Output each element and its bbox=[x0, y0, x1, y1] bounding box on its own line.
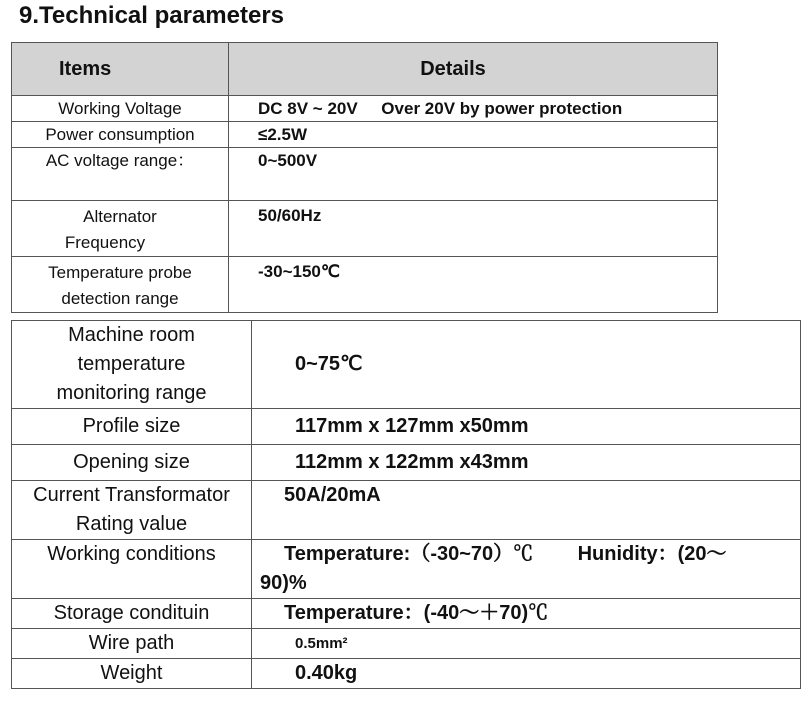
row-label bbox=[12, 321, 252, 409]
table-row bbox=[12, 148, 718, 201]
table-row bbox=[12, 445, 801, 481]
table-row bbox=[12, 122, 718, 148]
parameters-table-bottom bbox=[11, 320, 801, 689]
row-label bbox=[12, 201, 229, 257]
table-row bbox=[12, 96, 718, 122]
row-value: 50A/20mA bbox=[252, 481, 801, 540]
label-line: Current Transformator bbox=[33, 484, 230, 506]
value-line: 90)% bbox=[260, 572, 307, 594]
row-value: 0.40kg bbox=[252, 659, 801, 689]
label-line: detection range bbox=[61, 289, 179, 308]
label-line: temperature bbox=[77, 353, 186, 375]
table-header-row bbox=[12, 43, 718, 96]
table-row bbox=[12, 599, 801, 629]
row-value: ≤2.5W bbox=[229, 122, 718, 148]
table-row bbox=[12, 629, 801, 659]
label-line: Machine room bbox=[68, 324, 195, 346]
row-value: 50/60Hz bbox=[229, 201, 718, 257]
label-line: Temperature probe bbox=[48, 263, 192, 282]
table-row bbox=[12, 659, 801, 689]
row-value: 0~75℃ bbox=[252, 321, 801, 409]
label-line: Frequency bbox=[64, 233, 146, 252]
table-row bbox=[12, 321, 801, 409]
header-items: Items bbox=[12, 43, 229, 96]
header-details: Details bbox=[229, 43, 718, 96]
label-line: monitoring range bbox=[56, 382, 207, 404]
row-label bbox=[12, 257, 229, 313]
parameters-table-top bbox=[11, 42, 718, 313]
value-line: Temperature:（-30~70）℃ Hunidity：(20～ bbox=[284, 543, 727, 565]
row-label: Power consumption bbox=[12, 122, 229, 148]
row-value: 112mm x 122mm x43mm bbox=[252, 445, 801, 481]
row-label: Weight bbox=[12, 659, 252, 689]
row-label: Wire path bbox=[12, 629, 252, 659]
row-label: Opening size bbox=[12, 445, 252, 481]
table-row bbox=[12, 257, 718, 313]
row-value bbox=[252, 540, 801, 599]
row-label: AC voltage range： bbox=[12, 148, 229, 201]
row-value: 0.5mm² bbox=[252, 629, 801, 659]
row-label: Storage condituin bbox=[12, 599, 252, 629]
table-row bbox=[12, 201, 718, 257]
row-value: DC 8V ~ 20V Over 20V by power protection bbox=[229, 96, 718, 122]
table-row bbox=[12, 540, 801, 599]
row-value: 117mm x 127mm x50mm bbox=[252, 409, 801, 445]
row-value: -30~150℃ bbox=[229, 257, 718, 313]
row-label: Working conditions bbox=[12, 540, 252, 599]
label-line: Rating value bbox=[75, 513, 188, 535]
section-title: 9.Technical parameters bbox=[19, 2, 285, 29]
row-label bbox=[12, 481, 252, 540]
row-value: 0~500V bbox=[229, 148, 718, 201]
table-row bbox=[12, 409, 801, 445]
row-label: Profile size bbox=[12, 409, 252, 445]
table-row bbox=[12, 481, 801, 540]
label-line: Alternator bbox=[83, 207, 157, 226]
row-label: Working Voltage bbox=[12, 96, 229, 122]
row-value: Temperature：(-40～＋70)℃ bbox=[252, 599, 801, 629]
